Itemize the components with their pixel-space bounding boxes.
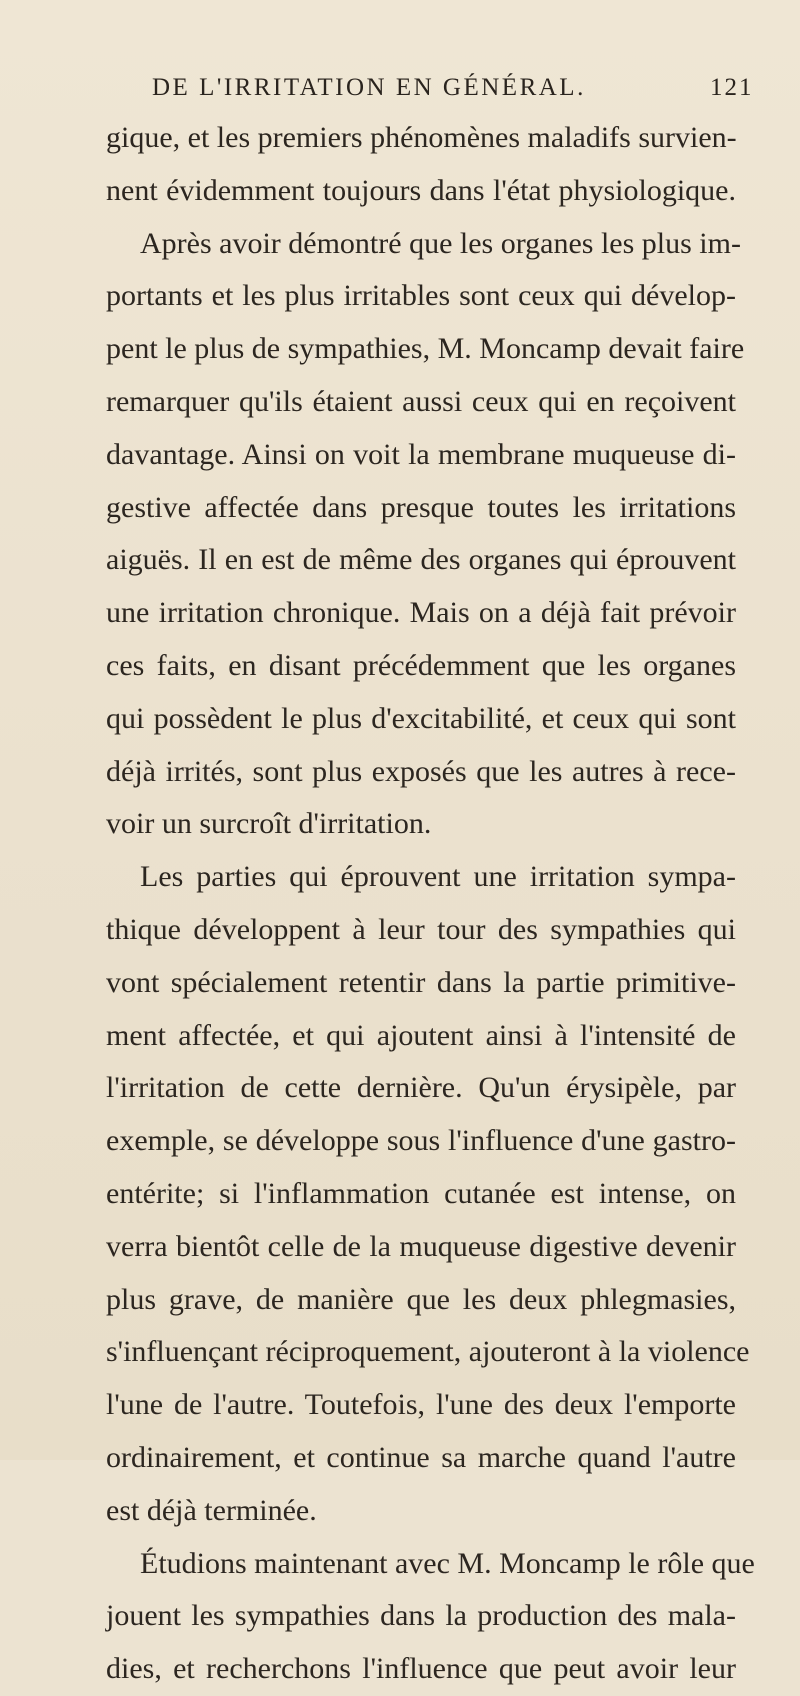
- text-line: dies, et recherchons l'influence que peut avoir leur: [106, 1652, 736, 1686]
- text-line: ces faits, en disant précédemment que les organes: [106, 648, 736, 682]
- text-line: déjà irrités, sont plus exposés que les autres à rece-: [106, 754, 736, 788]
- text-line: est déjà terminée.: [106, 1493, 317, 1527]
- text-line: gestive affectée dans presque toutes les irritations: [106, 490, 736, 524]
- text-line: jouent les sympathies dans la production des mala-: [106, 1599, 736, 1633]
- running-head: [0, 74, 800, 114]
- text-line: verra bientôt celle de la muqueuse digestive devenir: [106, 1229, 736, 1263]
- text-line: davantage. Ainsi on voit la membrane muqueuse di-: [106, 437, 736, 471]
- text-line: ordinairement, et continue sa marche quand l'autre: [106, 1440, 736, 1474]
- running-title: DE L'IRRITATION EN GÉNÉRAL.: [152, 74, 586, 101]
- text-line: Les parties qui éprouvent une irritation sympa-: [140, 860, 736, 894]
- text-line: vont spécialement retentir dans la partie primitive-: [106, 965, 736, 999]
- text-line: une irritation chronique. Mais on a déjà fait prévoir: [106, 596, 736, 630]
- text-line: portants et les plus irritables sont ceux qui dévelop-: [106, 279, 736, 313]
- text-line: entérite; si l'inflammation cutanée est intense, on: [106, 1176, 736, 1210]
- text-line: Après avoir démontré que les organes les plus im-: [140, 226, 741, 260]
- text-line: s'influençant réciproquement, ajouteront à la violence: [106, 1335, 750, 1369]
- text-line: nent évidemment toujours dans l'état physiologique.: [106, 173, 736, 207]
- text-line: aiguës. Il en est de même des organes qui éprouvent: [106, 543, 736, 577]
- text-line: thique développent à leur tour des sympathies qui: [106, 912, 736, 946]
- text-line: Étudions maintenant avec M. Moncamp le rôle que: [140, 1546, 755, 1580]
- text-line: qui possèdent le plus d'excitabilité, et ceux qui sont: [106, 701, 736, 735]
- text-line: ment affectée, et qui ajoutent ainsi à l'intensité de: [106, 1018, 736, 1052]
- text-line: voir un surcroît d'irritation.: [106, 807, 432, 841]
- text-line: gique, et les premiers phénomènes maladifs survien-: [106, 121, 737, 154]
- page-number: 121: [710, 74, 754, 101]
- body-text: [106, 112, 755, 1696]
- text-line: plus grave, de manière que les deux phlegmasies,: [106, 1282, 736, 1316]
- text-line: exemple, se développe sous l'influence d'une gastro-: [106, 1124, 736, 1158]
- text-line: remarquer qu'ils étaient aussi ceux qui en reçoivent: [106, 384, 736, 418]
- text-line: l'irritation de cette dernière. Qu'un érysipèle, par: [106, 1071, 736, 1105]
- text-line: l'une de l'autre. Toutefois, l'une des deux l'emporte: [106, 1388, 736, 1422]
- text-line: pent le plus de sympathies, M. Moncamp devait faire: [106, 332, 745, 366]
